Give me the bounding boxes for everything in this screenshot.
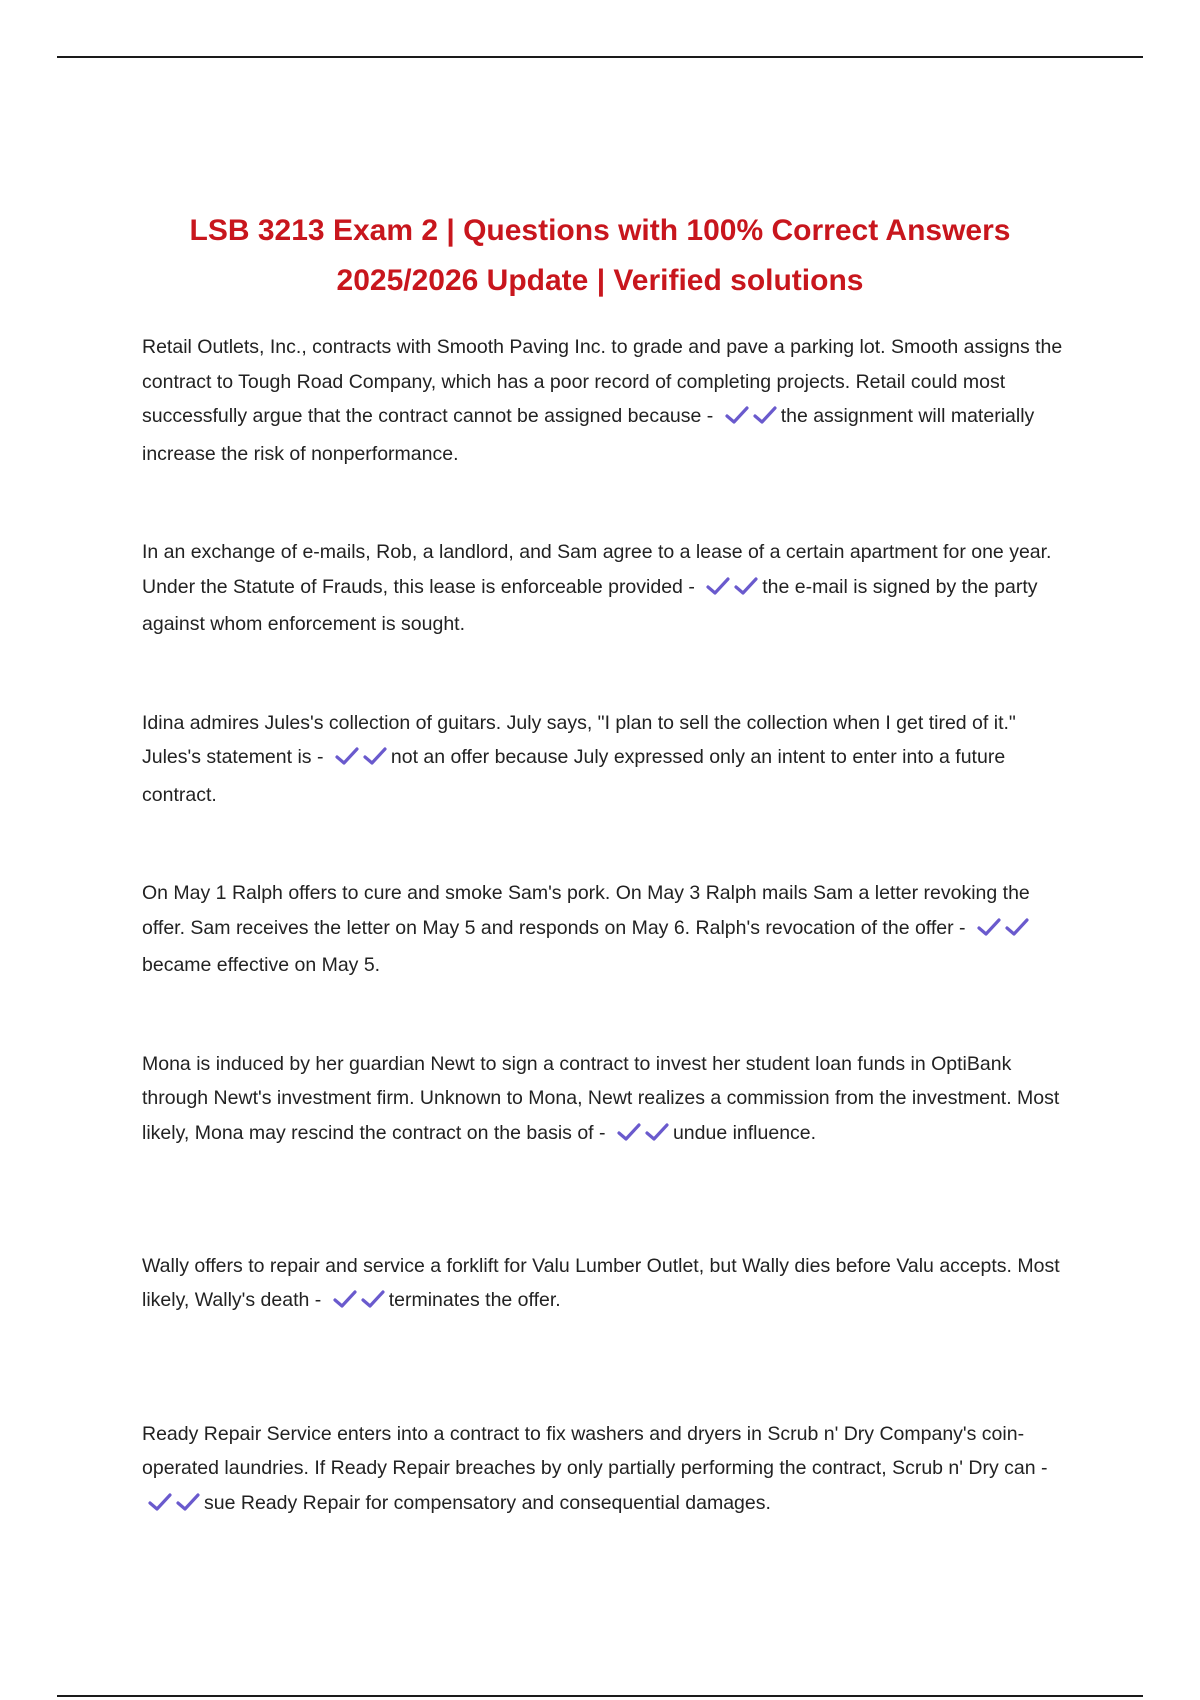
checkmark-icon bbox=[176, 1492, 200, 1512]
document-title bbox=[100, 206, 1100, 306]
checkmark-icon bbox=[725, 405, 749, 425]
answer-text: the assignment will materially increase the risk of nonperformance. bbox=[142, 405, 1035, 465]
answer-marker bbox=[148, 1489, 200, 1524]
question-text: In an exchange of e-mails, Rob, a landlord, and Sam agree to a lease of a certain apartment for one year. Under the Statute of Frauds, this lease is enforceable provided - bbox=[142, 541, 1052, 598]
answer-text: not an offer because July expressed only an intent to enter into a future contract. bbox=[142, 746, 1006, 806]
answer-text: became effective on May 5. bbox=[142, 954, 381, 976]
answer-marker bbox=[335, 743, 387, 778]
checkmark-icon bbox=[333, 1289, 357, 1309]
title-line-2: 2025/2026 Update | Verified solutions bbox=[336, 264, 864, 297]
qa-item bbox=[142, 535, 1068, 642]
answer-marker bbox=[617, 1119, 669, 1154]
question-text: Retail Outlets, Inc., contracts with Smooth Paving Inc. to grade and pave a parking lot. Smooth assigns the contract to Tough Road Company, which has a poor record of completing projects. Retail could most successfully argue that the contract cannot be assigned because - bbox=[142, 336, 1063, 427]
checkmark-icon bbox=[753, 405, 777, 425]
qa-item bbox=[142, 876, 1068, 983]
checkmark-icon bbox=[1005, 917, 1029, 937]
qa-item bbox=[142, 330, 1068, 471]
qa-item bbox=[142, 1249, 1068, 1353]
checkmark-icon bbox=[617, 1122, 641, 1142]
checkmark-icon bbox=[335, 746, 359, 766]
question-text: Wally offers to repair and service a forklift for Valu Lumber Outlet, but Wally dies before Valu accepts. Most likely, Wally's death - bbox=[142, 1254, 1060, 1311]
checkmark-icon bbox=[734, 576, 758, 596]
checkmark-icon bbox=[645, 1122, 669, 1142]
answer-text: terminates the offer. bbox=[388, 1289, 561, 1311]
answer-marker bbox=[977, 914, 1029, 949]
checkmark-icon bbox=[363, 746, 387, 766]
answer-text: sue Ready Repair for compensatory and consequential damages. bbox=[204, 1491, 771, 1514]
answer-text: undue influence. bbox=[672, 1121, 817, 1144]
checkmark-icon bbox=[148, 1492, 172, 1512]
question-text: Ready Repair Service enters into a contract to fix washers and dryers in Scrub n' Dry Company's coin-operated laundries. If Ready Repair breaches by only partially performing the contract, Scrub n' Dry can - bbox=[142, 1422, 1048, 1479]
answer-marker bbox=[333, 1286, 385, 1321]
qa-item bbox=[142, 706, 1068, 813]
checkmark-icon bbox=[361, 1289, 385, 1309]
title-line-1: LSB 3213 Exam 2 | Questions with 100% Correct Answers bbox=[189, 214, 1011, 247]
qa-item bbox=[142, 1417, 1068, 1524]
checkmark-icon bbox=[977, 917, 1001, 937]
answer-text: the e-mail is signed by the party against whom enforcement is sought. bbox=[142, 575, 1038, 635]
question-text: Mona is induced by her guardian Newt to sign a contract to invest her student loan funds in OptiBank through Newt's investment firm. Unknown to Mona, Newt realizes a commission from the investment. Most likely, Mona may rescind the contract on the basis of - bbox=[142, 1052, 1060, 1144]
answer-marker bbox=[725, 402, 777, 437]
qa-list bbox=[142, 330, 1068, 1523]
question-text: Idina admires Jules's collection of guitars. July says, "I plan to sell the collection when I get tired of it." Jules's statement is - bbox=[142, 711, 1016, 768]
checkmark-icon bbox=[706, 576, 730, 596]
qa-item bbox=[142, 1047, 1068, 1185]
footer-rule bbox=[57, 1695, 1143, 1697]
question-text: On May 1 Ralph offers to cure and smoke Sam's pork. On May 3 Ralph mails Sam a letter revoking the offer. Sam receives the letter on May 5 and responds on May 6. Ralph's revocation of the offer - bbox=[142, 882, 1030, 939]
header-rule bbox=[57, 56, 1143, 58]
answer-marker bbox=[706, 573, 758, 608]
